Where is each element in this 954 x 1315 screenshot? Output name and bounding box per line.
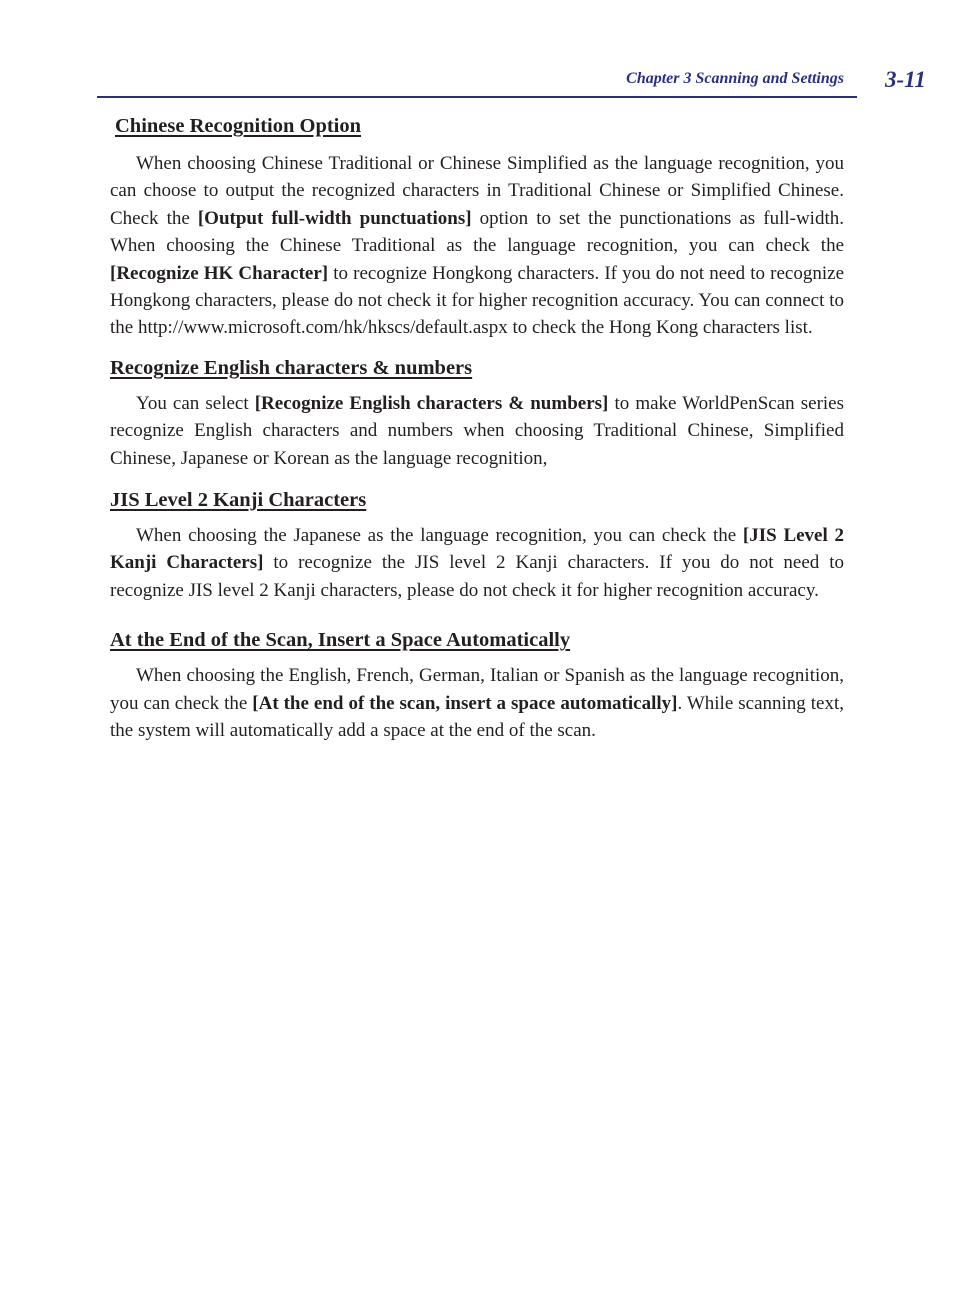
section-body-english-numbers: You can select [Recognize English characters & numbers] to make WorldPenScan series recognize English characters and numbers when choosing Traditional Chinese, Simplified Chinese, Japanese or Korean as the language recognition, (110, 392, 845, 469)
header-rule (97, 96, 857, 98)
section-heading-chinese-recognition: Chinese Recognition Option (115, 115, 362, 137)
option-insert-space: [At the end of the scan, insert a space automatically] (252, 692, 678, 714)
option-output-full-width: [Output full-width punctuations] (197, 207, 472, 229)
section-heading-insert-space: At the End of the Scan, Insert a Space Automatically (110, 629, 571, 652)
page-number: 3-11 (885, 67, 926, 92)
section-body-jis-kanji: When choosing the Japanese as the language recognition, you can check the [JIS Level 2 Kanji Characters] to recognize the JIS level 2 Kanji characters. If you do not need to recognize JIS level 2 Kanji characters, please do not check it for higher recognition accuracy. (110, 525, 844, 601)
section-body-insert-space: When choosing the English, French, German, Italian or Spanish as the language recognition, you can check the [At the end of the scan, insert a space automatically]. While scanning text, the system will automatically add a space at the end of the scan. (110, 665, 844, 742)
option-recognize-english: [Recognize English characters & numbers] (254, 392, 609, 414)
chapter-title: Chapter 3 Scanning and Settings (626, 70, 844, 87)
option-jis-kanji: [JIS Level 2 Kanji Characters] (110, 525, 844, 574)
section-heading-jis-kanji: JIS Level 2 Kanji Characters (110, 489, 367, 512)
option-recognize-hk: [Recognize HK Character] (110, 262, 329, 284)
page-content (110, 112, 844, 745)
section-heading-english-numbers: Recognize English characters & numbers (110, 356, 473, 379)
section-body-chinese-recognition: When choosing Chinese Traditional or Chinese Simplified as the language recognition, you can choose to output the recognized characters in Traditional Chinese or Simplified Chinese. Check the [Output full-width punctuations] option to set the punctionations as full-width. When choosing the Chinese Traditional as the language recognition, you can check the [Recognize HK Character] to recognize Hongkong characters. If you do not need to recognize Hongkong characters, please do not check it for higher recognition accuracy. You can connect to the http://www.microsoft.com/hk/hkscs/default.aspx to check the Hong Kong characters list. (110, 153, 845, 339)
